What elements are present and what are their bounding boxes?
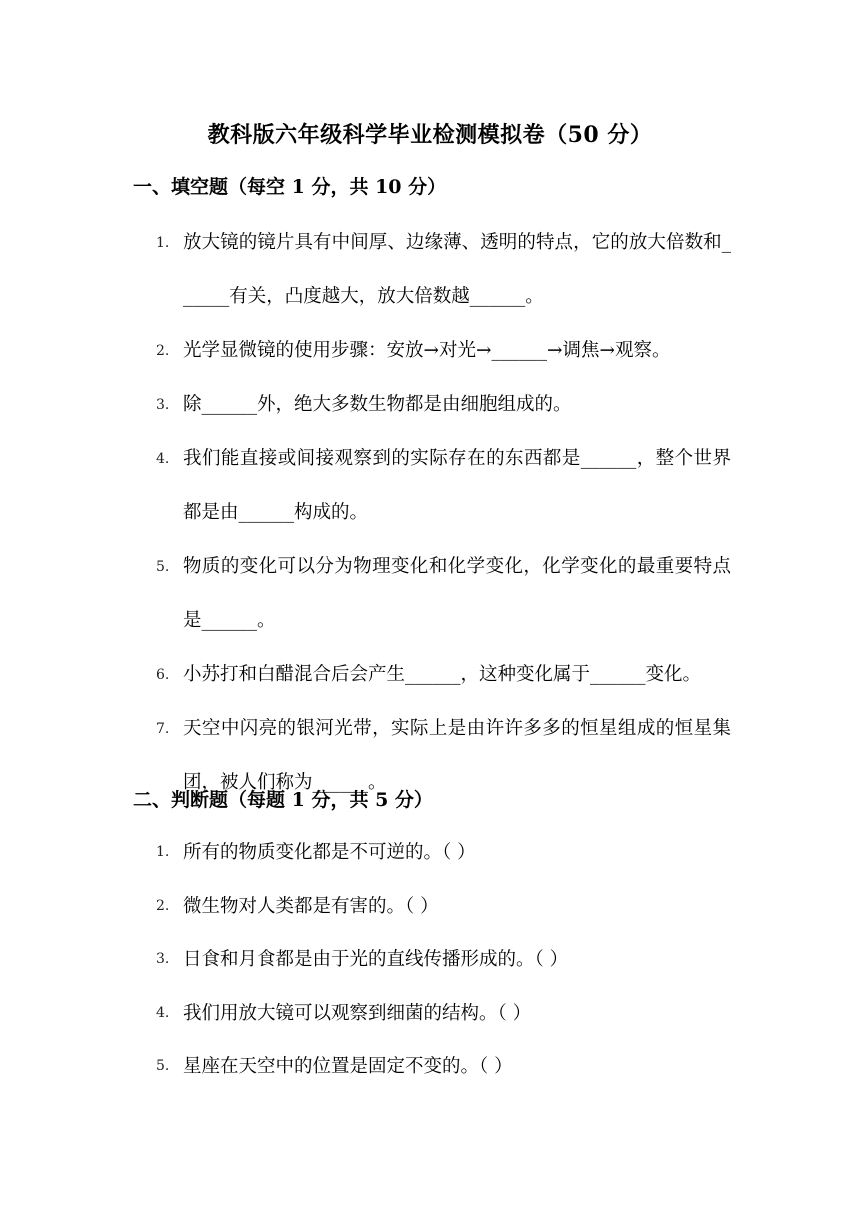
question-text: 天空中闪亮的银河光带，实际上是由许许多多的恒星组成的恒星集团，被人们称为______。 [183,718,731,793]
judge-question-4 [0,987,860,1041]
judge-question-5 [0,1040,860,1094]
question-text: 放大镜的镜片具有中间厚、边缘薄、透明的特点，它的放大倍数和______有关，凸度越大，放大倍数越______。 [183,232,731,307]
document-title: 教科版六年级科学毕业检测模拟卷（50 分） [207,122,653,148]
question-number: 4. [156,451,170,467]
judge-question-1 [0,826,860,880]
question-number: 1. [156,235,170,251]
question-text: 物质的变化可以分为物理变化和化学变化，化学变化的最重要特点是______。 [183,556,731,631]
question-number: 3. [156,397,170,413]
question-text: 星座在天空中的位置是固定不变的。（ ） [183,1056,513,1077]
fill-question-6 [0,648,860,702]
section-heading-true-false: 二、判断题（每题 1 分，共 5 分） [133,789,433,811]
fill-question-5 [0,540,860,648]
question-number: 7. [156,721,170,737]
question-number: 6. [156,667,170,683]
question-number: 5. [156,559,170,575]
question-text: 所有的物质变化都是不可逆的。（ ） [183,842,476,863]
fill-question-3 [0,378,860,432]
question-number: 2. [156,897,170,914]
question-text: 微生物对人类都是有害的。（ ） [183,895,439,917]
fill-in-question-list [0,216,860,810]
question-text: 我们能直接或间接观察到的实际存在的东西都是______，整个世界都是由______构成的。 [183,448,731,523]
true-false-question-list [0,826,860,1094]
question-number: 4. [156,1004,170,1021]
fill-question-1 [0,216,860,324]
section-heading-fill-in: 一、填空题（每空 1 分，共 10 分） [133,176,447,198]
question-text: 除______外，绝大多数生物都是由细胞组成的。 [183,394,572,415]
judge-question-3 [0,933,860,987]
question-number: 5. [156,1058,170,1074]
question-text: 我们用放大镜可以观察到细菌的结构。（ ） [183,1002,532,1024]
question-number: 3. [156,951,170,967]
judge-question-2 [0,880,860,934]
question-text: 小苏打和白醋混合后会产生______，这种变化属于______变化。 [183,664,702,685]
question-text: 日食和月食都是由于光的直线传播形成的。（ ） [183,949,569,970]
fill-question-2 [0,324,860,378]
fill-question-4 [0,432,860,540]
question-text: 光学显微镜的使用步骤：安放→对光→______→调焦→观察。 [183,340,671,361]
question-number: 2. [156,343,170,359]
question-number: 1. [156,844,170,860]
